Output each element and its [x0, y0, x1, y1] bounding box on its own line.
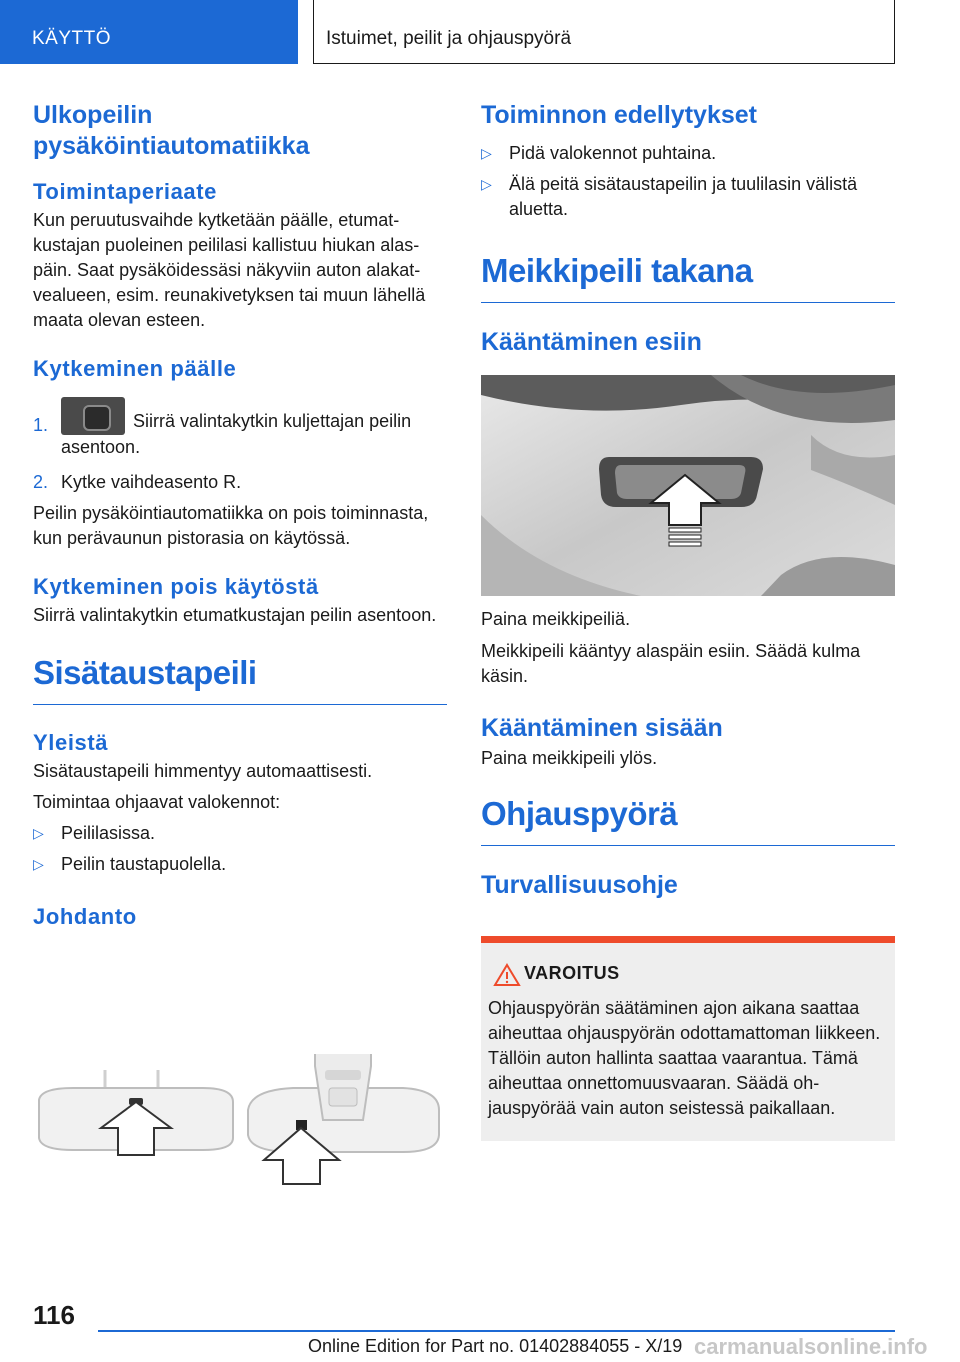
left-column: [33, 100, 447, 931]
list-item: [33, 852, 447, 877]
vanity-text-block: [481, 607, 895, 901]
vanity-mirror-photo: [481, 375, 895, 596]
heading-general: Yleistä: [33, 730, 109, 755]
warning-title: VAROITUS: [524, 963, 620, 983]
list-item-text: Pidä valokennot puhtaina.: [509, 143, 717, 163]
heading-steering-wheel: Ohjauspyörä: [481, 793, 895, 846]
sensors-intro: Toimintaa ohjaavat valokennot:: [33, 792, 281, 812]
fold-out-text-2: Meikkipeili kääntyy alaspäin esiin. Säädä kulma käsin.: [481, 641, 861, 686]
warning-box: [481, 936, 895, 1141]
step-item: [33, 470, 447, 495]
heading-intro: Johdanto: [33, 904, 137, 929]
list-item-text: Peilin taustapuolella.: [61, 854, 227, 874]
heading-principle: Toimintaperiaate: [33, 179, 218, 204]
right-column: [481, 100, 895, 358]
heading-deactivate: Kytkeminen pois käytöstä: [33, 574, 319, 599]
page-number: 116: [33, 1300, 75, 1330]
heading-interior-mirror: Sisätaustapeili: [33, 652, 447, 705]
chapter-header: [313, 0, 895, 64]
list-item-text: Älä peitä sisätaustapeilin ja tuulilasin välistä aluetta.: [509, 174, 858, 219]
section-title: KÄYTTÖ: [32, 28, 112, 49]
activate-note: Peilin pysäköintiautomatiikka on pois toiminnasta, kun perävaunun pistorasia on käytössä.: [33, 503, 429, 548]
heading-exterior-mirror-parking: Ulkopeilin pysäköintiautomatiikka: [33, 101, 310, 160]
principle-text: Kun peruutusvaihde kytketään päälle, etumatkustajan puoleinen peililasi kallistuu hiukan alaspäin. Saat pysäköidessäsi näkyviin auton alakatvealueen, esim. reunakivetyksen tai muun lähellä maata olevan esteen.: [33, 210, 426, 330]
heading-requirements: Toiminnon edellytykset: [481, 101, 757, 129]
heading-activate: Kytkeminen päälle: [33, 356, 237, 381]
heading-vanity-mirror: Meikkipeili takana: [481, 250, 895, 303]
fold-out-text-1: Paina meikkipeiliä.: [481, 609, 631, 629]
general-text: Sisätaustapeili himmentyy automaattisesti.: [33, 761, 373, 781]
triangle-bullet-icon: ▷: [481, 176, 492, 192]
warning-text: Ohjauspyörän säätäminen ajon aikana saattaa aiheuttaa ohjauspyörän odottamattoman liikkeen. Tällöin auton hallinta saattaa vaarantua. Tämä aiheuttaa onnettomuusvaaran. Säädä ohjauspyörää vain auton seistessä paikallaan.: [488, 998, 881, 1118]
step-item: [33, 397, 447, 460]
heading-fold-out: Kääntäminen esiin: [481, 328, 702, 356]
list-item-text: Peililasissa.: [61, 823, 156, 843]
heading-fold-in: Kääntäminen sisään: [481, 714, 723, 742]
rearview-mirror-illustration: [33, 1040, 447, 1190]
list-item: [481, 172, 895, 222]
step-number: 2.: [33, 472, 49, 492]
list-item: [33, 821, 447, 846]
mirror-selector-icon: [61, 397, 125, 435]
section-tab: [0, 0, 298, 64]
edition-text: Online Edition for Part no. 01402884055 - X/19: [308, 1336, 683, 1356]
warning-triangle-icon: [493, 963, 521, 987]
fold-in-text: Paina meikkipeili ylös.: [481, 748, 658, 768]
step-text: Kytke vaihdeasento R.: [61, 472, 242, 492]
triangle-bullet-icon: ▷: [33, 825, 44, 841]
step-number: 1.: [33, 415, 49, 435]
chapter-title: Istuimet, peilit ja ohjauspyörä: [326, 28, 572, 49]
watermark: carmanualsonline.info: [694, 1334, 928, 1359]
heading-safety: Turvallisuusohje: [481, 871, 678, 899]
triangle-bullet-icon: ▷: [33, 856, 44, 872]
deactivate-text: Siirrä valintakytkin etumatkustajan peilin asentoon.: [33, 605, 437, 625]
step-text: Siirrä valintakytkin kuljettajan peilin asentoon.: [61, 411, 412, 457]
footer-divider: [98, 1330, 895, 1332]
list-item: [481, 141, 895, 166]
triangle-bullet-icon: ▷: [481, 145, 492, 161]
